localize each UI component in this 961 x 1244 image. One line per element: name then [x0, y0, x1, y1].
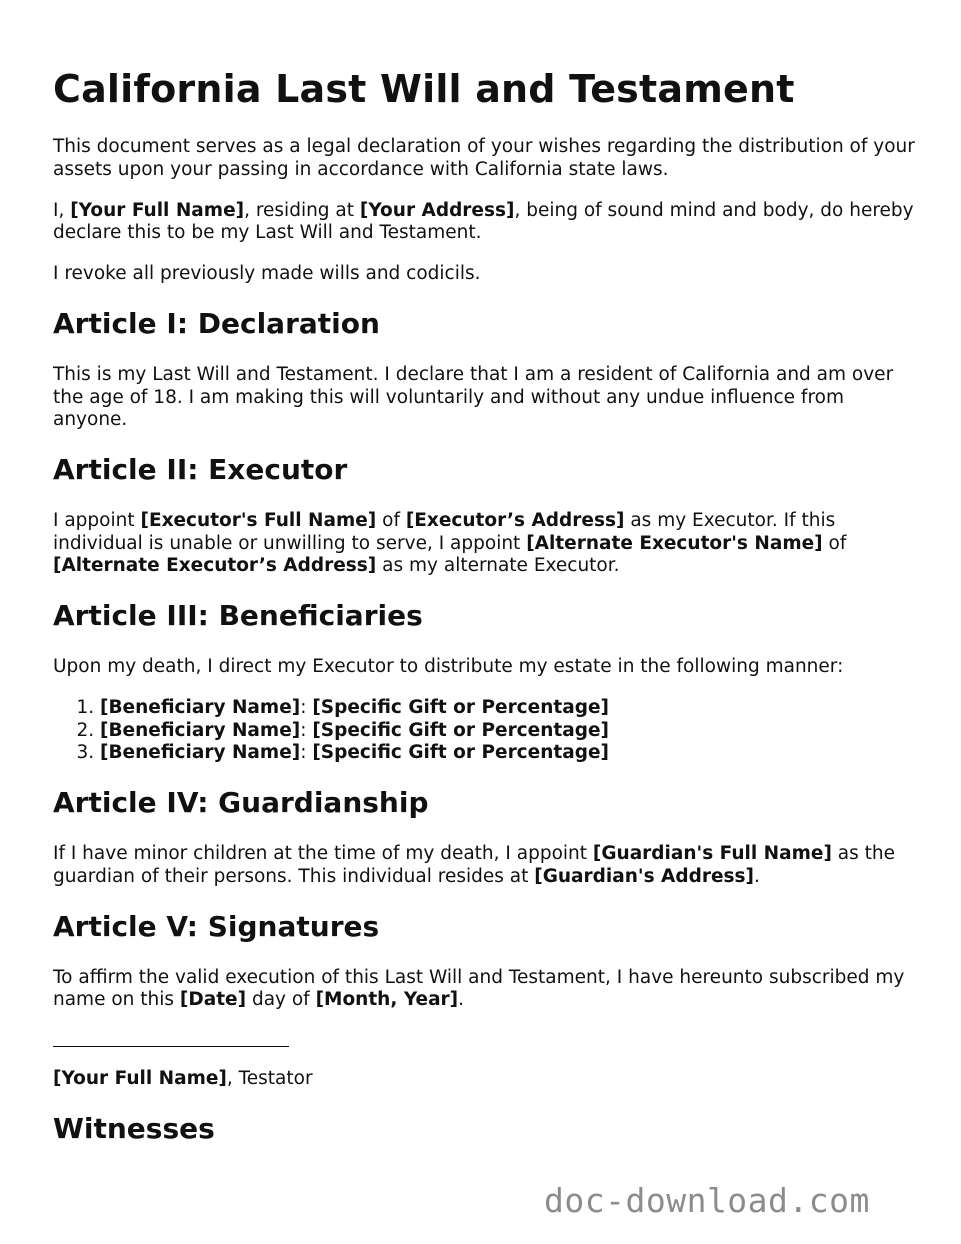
executor-text-2: of [376, 510, 406, 531]
guardian-text-3: . [753, 865, 760, 887]
declaration-text-1: I, [53, 199, 71, 221]
separator: : [300, 697, 313, 718]
testator-signature [53, 1068, 923, 1091]
testator-name-placeholder: [Your Full Name] [70, 199, 245, 221]
declaration-paragraph [53, 200, 923, 245]
beneficiary-list [53, 697, 923, 765]
article-5-heading: Article V: Signatures [53, 909, 380, 943]
page-title: California Last Will and Testament [53, 67, 795, 111]
alternate-executor-name-placeholder: [Alternate Executor's Name] [526, 532, 823, 554]
article-2-heading: Article II: Executor [53, 453, 348, 486]
gift-placeholder: [Specific Gift or Percentage] [312, 697, 609, 718]
declaration-text-2: , residing at [244, 199, 360, 221]
executor-address-placeholder: [Executor’s Address] [405, 510, 625, 531]
list-item [100, 720, 923, 743]
beneficiary-name-placeholder: [Beneficiary Name] [100, 742, 301, 763]
document [53, 62, 923, 1169]
declaration-text-3: , being of sound mind and body, do hereby declare this to be my Last Will and Testament. [53, 199, 914, 243]
guardian-text-1: If I have minor children at the time of my death, I appoint [53, 843, 593, 864]
beneficiary-name-placeholder: [Beneficiary Name] [100, 697, 301, 718]
article-4-text [53, 843, 923, 888]
article-4-heading: Article IV: Guardianship [53, 786, 429, 819]
testator-address-placeholder: [Your Address] [359, 199, 515, 221]
article-3-heading: Article III: Beneficiaries [53, 599, 423, 632]
executor-text-5: as my alternate Executor. [376, 555, 620, 576]
gift-placeholder: [Specific Gift or Percentage] [312, 719, 609, 741]
article-1-heading: Article I: Declaration [53, 307, 380, 340]
list-item [100, 697, 923, 720]
watermark: doc-download.com [544, 1181, 870, 1220]
executor-text-4: of [822, 532, 847, 554]
testator-signature-name: [Your Full Name] [53, 1067, 227, 1089]
beneficiary-name-placeholder: [Beneficiary Name] [100, 719, 301, 741]
testator-role: , Testator [226, 1067, 313, 1089]
guardian-name-placeholder: [Guardian's Full Name] [592, 843, 832, 864]
alternate-executor-address-placeholder: [Alternate Executor’s Address] [53, 555, 377, 576]
revoke-paragraph: I revoke all previously made wills and codicils. [53, 263, 481, 284]
witnesses-heading: Witnesses [53, 1111, 215, 1145]
signature-text-2: day of [246, 989, 316, 1010]
list-item [100, 742, 923, 765]
gift-placeholder: [Specific Gift or Percentage] [312, 742, 609, 763]
article-5-text [53, 967, 923, 1012]
executor-text-1: I appoint [53, 510, 141, 531]
guardian-text-2: as the guardian of their persons. This individual resides at [53, 843, 896, 887]
separator: : [300, 742, 313, 763]
signature-text-1: To affirm the valid execution of this Last Will and Testament, I have hereunto subscribed my name on this [53, 966, 905, 1010]
executor-name-placeholder: [Executor's Full Name] [140, 510, 377, 531]
date-placeholder: [Date] [179, 989, 247, 1010]
article-3-text: Upon my death, I direct my Executor to distribute my estate in the following manner: [53, 656, 844, 677]
executor-text-3: as my Executor. If this individual is unable or unwilling to serve, I appoint [53, 510, 836, 554]
month-year-placeholder: [Month, Year] [315, 989, 459, 1010]
article-1-text: This is my Last Will and Testament. I declare that I am a resident of California and am over the age of 18. I am making this will voluntarily and without any undue influence from anyone. [53, 364, 894, 430]
guardian-address-placeholder: [Guardian's Address] [534, 865, 754, 887]
signature-text-3: . [458, 989, 465, 1010]
separator: : [300, 719, 313, 741]
article-2-text [53, 510, 923, 578]
intro-paragraph: This document serves as a legal declaration of your wishes regarding the distribution of your assets upon your passing in accordance with California state laws. [53, 136, 915, 180]
signature-line [53, 1046, 289, 1047]
